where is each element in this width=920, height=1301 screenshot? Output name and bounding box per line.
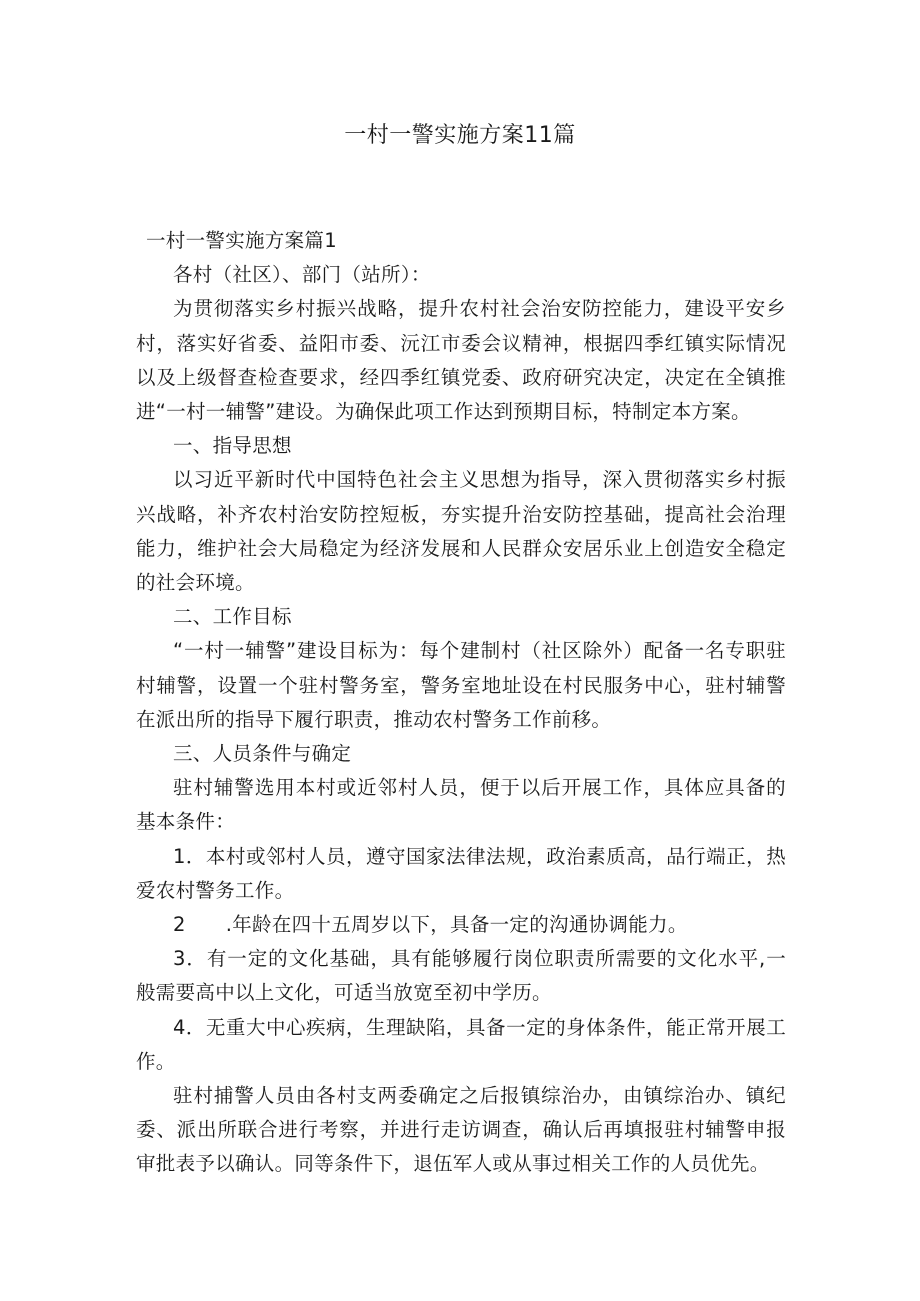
paragraph-selection: 驻村捕警人员由各村支两委确定之后报镇综治办，由镇综治办、镇纪委、派出所联合进行考察，并进行走访调查，确认后再填报驻村辅警申报审批表予以确认。同等条件下，退伍军人或从事过相关工作的人员优先。 [136, 1084, 786, 1176]
heading-personnel: 三、人员条件与确定 [173, 742, 352, 766]
list-item-3: 3．有一定的文化基础，具有能够履行岗位职责所需要的文化水平,一般需要高中以上文化，可适当放宽至初中学历。 [136, 947, 786, 1005]
list-item-2-text: .年龄在四十五周岁以下，具备一定的沟通协调能力。 [225, 913, 688, 937]
section-heading: 一村一警实施方案篇1 [146, 229, 337, 252]
document-body [136, 224, 786, 1182]
paragraph-work-goals: “一村一辅警”建设目标为：每个建制村（社区除外）配备一名专职驻村辅警，设置一个驻村警务室，警务室地址设在村民服务中心，驻村辅警在派出所的指导下履行职责，推动农村警务工作前移。 [136, 639, 786, 731]
list-item-2 [136, 908, 786, 942]
document-title: 一村一警实施方案11篇 [344, 123, 576, 148]
paragraph-personnel: 驻村辅警选用本村或近邻村人员，便于以后开展工作，具体应具备的基本条件： [136, 776, 786, 834]
list-item-1: 1．本村或邻村人员，遵守国家法律法规，政治素质高，品行端正，热爱农村警务工作。 [136, 844, 786, 902]
list-item-2-number: 2 [173, 913, 186, 937]
heading-work-goals: 二、工作目标 [173, 605, 292, 629]
intro-paragraph: 为贯彻落实乡村振兴战略，提升农村社会治安防控能力，建设平安乡村，落实好省委、益阳市委、沅江市委会议精神，根据四季红镇实际情况以及上级督查检查要求，经四季红镇党委、政府研究决定，决定在全镇推进“一村一辅警”建设。为确保此项工作达到预期目标，特制定本方案。 [136, 297, 786, 424]
list-item-4: 4．无重大中心疾病，生理缺陷，具备一定的身体条件，能正常开展工作。 [136, 1015, 786, 1073]
salutation: 各村（社区）、部门（站所）： [173, 263, 431, 287]
paragraph-guiding-ideology: 以习近平新时代中国特色社会主义思想为指导，深入贯彻落实乡村振兴战略，补齐农村治安防控短板，夯实提升治安防控基础，提高社会治理能力，维护社会大局稳定为经济发展和人民群众安居乐业上创造安全稳定的社会环境。 [136, 468, 786, 595]
heading-guiding-ideology: 一、指导思想 [173, 434, 292, 458]
